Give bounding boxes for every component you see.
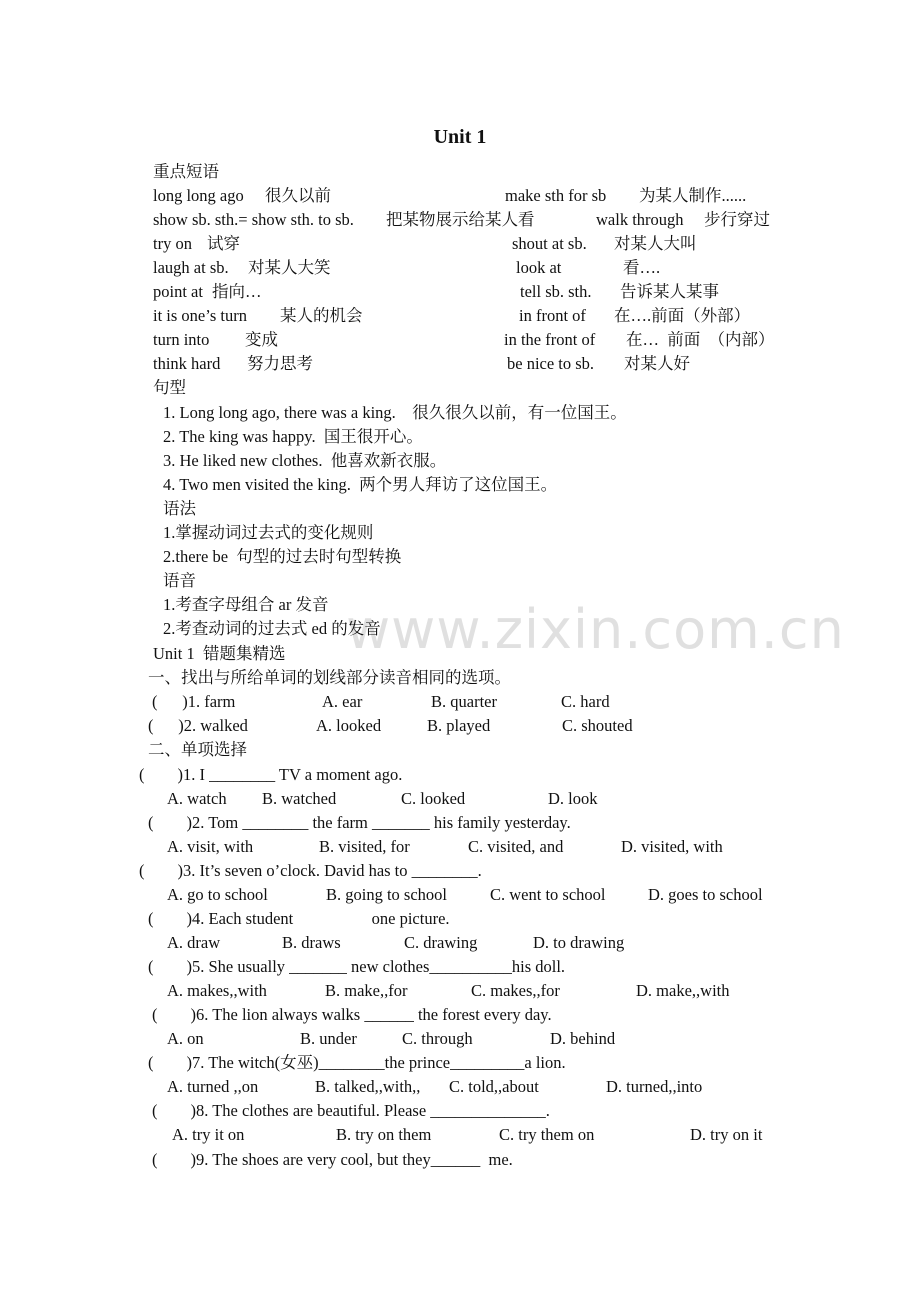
- answer-option: A. draw: [167, 933, 221, 952]
- answer-option: C. through: [402, 1029, 473, 1048]
- phrase-en: shout at sb.: [512, 234, 587, 253]
- phrase-zh: 告诉某人某事: [620, 282, 719, 301]
- answer-option: B. visited, for: [319, 837, 410, 856]
- phrase-zh: 努力思考: [247, 354, 313, 373]
- sentence-item: 3. He liked new clothes. 他喜欢新衣服。: [163, 451, 447, 470]
- answer-option: A. watch: [167, 789, 227, 808]
- answer-option: D. to drawing: [533, 933, 625, 952]
- answer-option: D. make,,with: [636, 981, 730, 1000]
- answer-option: C. told,,about: [449, 1077, 539, 1096]
- answer-option: C. shouted: [562, 716, 633, 735]
- phrase-en: try on: [153, 234, 192, 253]
- phrase-en: laugh at sb.: [153, 258, 229, 277]
- answer-option: B. going to school: [326, 885, 448, 904]
- answer-option: D. goes to school: [648, 885, 763, 904]
- answer-option: B. under: [300, 1029, 357, 1048]
- answer-option: B. draws: [282, 933, 341, 952]
- answer-option: D. turned,,into: [606, 1077, 703, 1096]
- answer-option: A. makes,,with: [167, 981, 267, 1000]
- phonetics-item: 1.考查字母组合 ar 发音: [163, 595, 329, 614]
- answer-option: A. try it on: [172, 1125, 245, 1144]
- phrase-en: show sb. sth.= show sth. to sb.: [153, 210, 354, 229]
- answer-option: A. on: [167, 1029, 204, 1048]
- phrase-en: be nice to sb.: [507, 354, 595, 373]
- question-stem: ( )2. walked: [148, 716, 248, 735]
- question-stem: ( )8. The clothes are beautiful. Please ______________.: [152, 1101, 550, 1120]
- phrase-en: look at: [516, 258, 562, 277]
- grammar-heading: 语法: [163, 499, 196, 518]
- phrase-zh: 对某人大叫: [614, 234, 697, 253]
- phrases-heading: 重点短语: [153, 162, 219, 181]
- phrase-en: turn into: [153, 330, 210, 349]
- phrase-zh: 为某人制作......: [639, 186, 747, 205]
- answer-option: B. watched: [262, 789, 337, 808]
- answer-option: A. turned ,,on: [167, 1077, 259, 1096]
- watermark: www.zixin.com.cn: [346, 598, 845, 661]
- answer-option: C. visited, and: [468, 837, 564, 856]
- phrase-en: think hard: [153, 354, 221, 373]
- phrase-zh: 指向…: [212, 282, 262, 301]
- phrase-zh: 把某物展示给某人看: [386, 210, 535, 229]
- sentence-item: 2. The king was happy. 国王很开心。: [163, 427, 423, 446]
- phrase-zh: 看….: [623, 258, 661, 277]
- part2-heading: 二、单项选择: [148, 740, 247, 759]
- answer-option: C. drawing: [404, 933, 478, 952]
- phrase-zh: 步行穿过: [704, 210, 770, 229]
- grammar-item: 1.掌握动词过去式的变化规则: [163, 523, 374, 542]
- answer-option: D. look: [548, 789, 598, 808]
- answer-option: B. quarter: [431, 692, 497, 711]
- question-stem: ( )1. I ________ TV a moment ago.: [139, 765, 403, 784]
- phrase-en: in the front of: [504, 330, 596, 349]
- question-stem: ( )2. Tom ________ the farm _______ his family yesterday.: [148, 813, 571, 832]
- answer-option: C. went to school: [490, 885, 606, 904]
- exercise-heading: Unit 1 错题集精选: [153, 644, 286, 663]
- page-title: Unit 1: [433, 126, 487, 148]
- phrase-zh: 变成: [245, 330, 278, 349]
- phrase-zh: 某人的机会: [280, 306, 363, 325]
- answer-option: C. looked: [401, 789, 466, 808]
- question-stem: ( )4. Each student one picture.: [148, 909, 450, 928]
- phonetics-item: 2.考查动词的过去式 ed 的发音: [163, 619, 381, 638]
- answer-option: A. go to school: [167, 885, 268, 904]
- part1-heading: 一、找出与所给单词的划线部分读音相同的选项。: [148, 668, 511, 687]
- phrase-zh: 对某人大笑: [248, 258, 331, 277]
- phrase-en: make sth for sb: [505, 186, 607, 205]
- grammar-item: 2.there be 句型的过去时句型转换: [163, 547, 402, 566]
- phrase-zh: 在….前面（外部）: [614, 306, 751, 325]
- sentence-item: 1. Long long ago, there was a king. 很久很久以前，有一位国王。: [163, 403, 627, 422]
- question-stem: ( )1. farm: [152, 692, 236, 711]
- answer-option: A. visit, with: [167, 837, 254, 856]
- answer-option: B. talked,,with,,: [315, 1077, 421, 1096]
- answer-option: B. played: [427, 716, 491, 735]
- question-stem: ( )9. The shoes are very cool, but they______ me.: [152, 1150, 513, 1169]
- sentence-item: 4. Two men visited the king. 两个男人拜访了这位国王。: [163, 475, 558, 494]
- question-stem: ( )5. She usually _______ new clothes__________his doll.: [148, 957, 566, 976]
- phrase-en: it is one’s turn: [153, 306, 247, 325]
- question-stem: ( )3. It’s seven o’clock. David has to ________.: [139, 861, 482, 880]
- question-stem: ( )7. The witch(女巫)________the prince_________a lion.: [148, 1053, 566, 1072]
- phonetics-heading: 语音: [163, 571, 196, 590]
- answer-option: C. makes,,for: [471, 981, 560, 1000]
- sentences-heading: 句型: [153, 378, 186, 397]
- phrase-zh: 很久以前: [265, 186, 331, 205]
- phrase-zh: 在… 前面 （内部）: [626, 330, 775, 349]
- answer-option: A. ear: [322, 692, 363, 711]
- phrase-en: in front of: [519, 306, 586, 325]
- phrase-en: tell sb. sth.: [520, 282, 592, 301]
- answer-option: B. try on them: [336, 1125, 432, 1144]
- answer-option: D. try on it: [690, 1125, 763, 1144]
- question-stem: ( )6. The lion always walks ______ the forest every day.: [152, 1005, 552, 1024]
- phrase-zh: 对某人好: [624, 354, 690, 373]
- answer-option: A. looked: [316, 716, 382, 735]
- answer-option: D. behind: [550, 1029, 616, 1048]
- phrase-en: point at: [153, 282, 203, 301]
- answer-option: C. try them on: [499, 1125, 595, 1144]
- answer-option: C. hard: [561, 692, 610, 711]
- phrase-en: walk through: [596, 210, 684, 229]
- answer-option: D. visited, with: [621, 837, 723, 856]
- phrase-en: long long ago: [153, 186, 244, 205]
- answer-option: B. make,,for: [325, 981, 408, 1000]
- phrase-zh: 试穿: [207, 234, 240, 253]
